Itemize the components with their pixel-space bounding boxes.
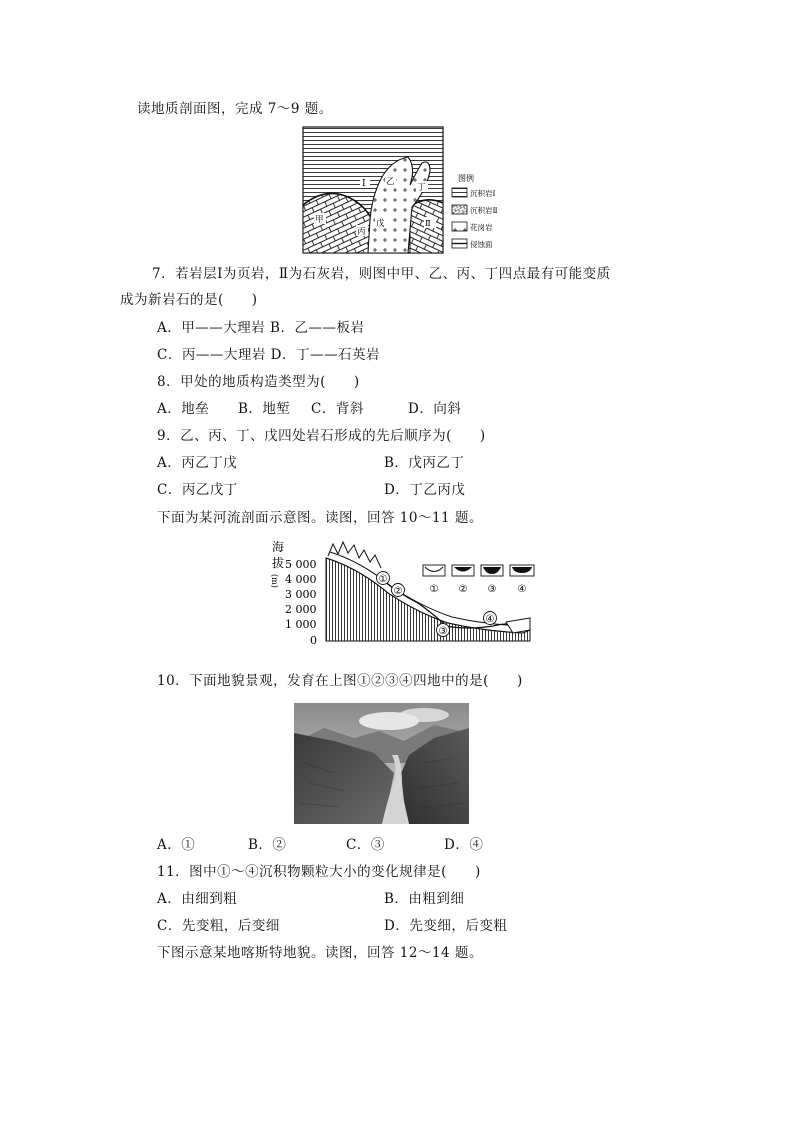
label-ding: 丁 — [417, 183, 426, 193]
axis-title-char-2: 拔 — [272, 556, 285, 570]
valley-landscape-photo — [294, 703, 469, 824]
q11-option-b: B．由粗到细 — [384, 891, 465, 907]
q7-stem-line2: 成为新岩石的是( ) — [120, 292, 258, 308]
q9-option-b: B．戊丙乙丁 — [384, 455, 465, 471]
label-yi: 乙 — [386, 177, 395, 187]
q8-option-a: A．地垒 — [157, 401, 210, 417]
q10-stem: 10．下面地貌景观，发育在上图①②③④四地中的是( ) — [157, 673, 523, 689]
icon-label-3: ③ — [487, 584, 497, 595]
icon-label-4: ④ — [517, 584, 527, 595]
q9-stem: 9．乙、丙、丁、戊四处岩石形成的先后顺序为( ) — [157, 428, 486, 444]
axis-title-char-1: 海 — [272, 540, 285, 554]
section-intro-10-11: 下面为某河流剖面示意图。读图，回答 10～11 题。 — [157, 510, 483, 526]
icon-label-2: ② — [458, 584, 468, 595]
tick-4000: 4 000 — [285, 573, 317, 586]
q10-option-c: C．③ — [346, 837, 385, 853]
legend-erosion: 侵蚀面 — [470, 240, 493, 249]
tick-1000: 1 000 — [285, 618, 317, 631]
q10-option-b: B．② — [248, 837, 287, 853]
q9-option-a: A．丙乙丁戊 — [157, 455, 238, 471]
q7-options-line1: A．甲——大理岩 B．乙——板岩 — [157, 320, 365, 336]
label-bing: 丙 — [357, 227, 366, 237]
legend-title: 图例 — [458, 174, 474, 183]
river-profile-figure — [268, 538, 540, 646]
q8-option-d: D．向斜 — [408, 401, 462, 417]
cross-section-icon-3 — [481, 565, 503, 576]
legend-swatch-sed-I — [452, 188, 467, 197]
legend-swatch-granite — [452, 222, 467, 231]
label-II: Ⅱ — [425, 219, 431, 229]
marker-1: ① — [378, 574, 388, 585]
label-wu: 戊 — [376, 219, 385, 229]
q11-stem: 11．图中①～④沉积物颗粒大小的变化规律是( ) — [157, 864, 481, 880]
cross-section-icon-4 — [510, 565, 534, 576]
q11-option-d: D．先变细，后变粗 — [384, 918, 508, 934]
q8-option-c: C．背斜 — [311, 401, 364, 417]
marker-3: ③ — [438, 626, 448, 637]
q11-option-a: A．由细到粗 — [157, 891, 238, 907]
q8-option-b: B．地堑 — [238, 401, 291, 417]
axis-unit: (m) — [270, 574, 279, 588]
marker-2: ② — [393, 586, 403, 597]
q10-option-a: A．① — [157, 837, 196, 853]
q10-option-d: D．④ — [444, 837, 484, 853]
q7-stem-line1: 7．若岩层Ⅰ为页岩，Ⅱ为石灰岩，则图中甲、乙、丙、丁四点最有可能变质 — [152, 266, 611, 282]
geologic-section-figure — [300, 125, 522, 255]
q11-option-c: C．先变粗，后变细 — [157, 918, 280, 934]
q9-option-c: C．丙乙戊丁 — [157, 482, 238, 498]
q7-options-line2: C．丙——大理岩 D．丁——石英岩 — [157, 347, 380, 363]
tick-0: 0 — [310, 634, 317, 646]
section-intro-7-9: 读地质剖面图，完成 7～9 题。 — [137, 101, 333, 117]
icon-label-1: ① — [429, 584, 439, 595]
tick-5000: 5 000 — [285, 558, 317, 571]
label-I: Ⅰ — [362, 179, 366, 189]
legend-sed-I: 沉积岩Ⅰ — [470, 189, 496, 198]
q9-option-d: D．丁乙丙戊 — [384, 482, 466, 498]
legend-granite: 花岗岩 — [470, 223, 493, 232]
label-jia: 甲 — [315, 215, 324, 225]
cross-section-icon-2 — [452, 565, 474, 576]
legend-swatch-sed-II — [452, 205, 467, 214]
cross-section-icon-1 — [423, 565, 445, 576]
tick-3000: 3 000 — [285, 588, 317, 601]
section-intro-12-14: 下图示意某地喀斯特地貌。读图，回答 12～14 题。 — [157, 945, 483, 961]
legend-sed-II: 沉积岩Ⅱ — [470, 206, 498, 215]
q8-stem: 8．甲处的地质构造类型为( ) — [157, 374, 360, 390]
marker-4: ④ — [485, 614, 495, 625]
tick-2000: 2 000 — [285, 603, 317, 616]
